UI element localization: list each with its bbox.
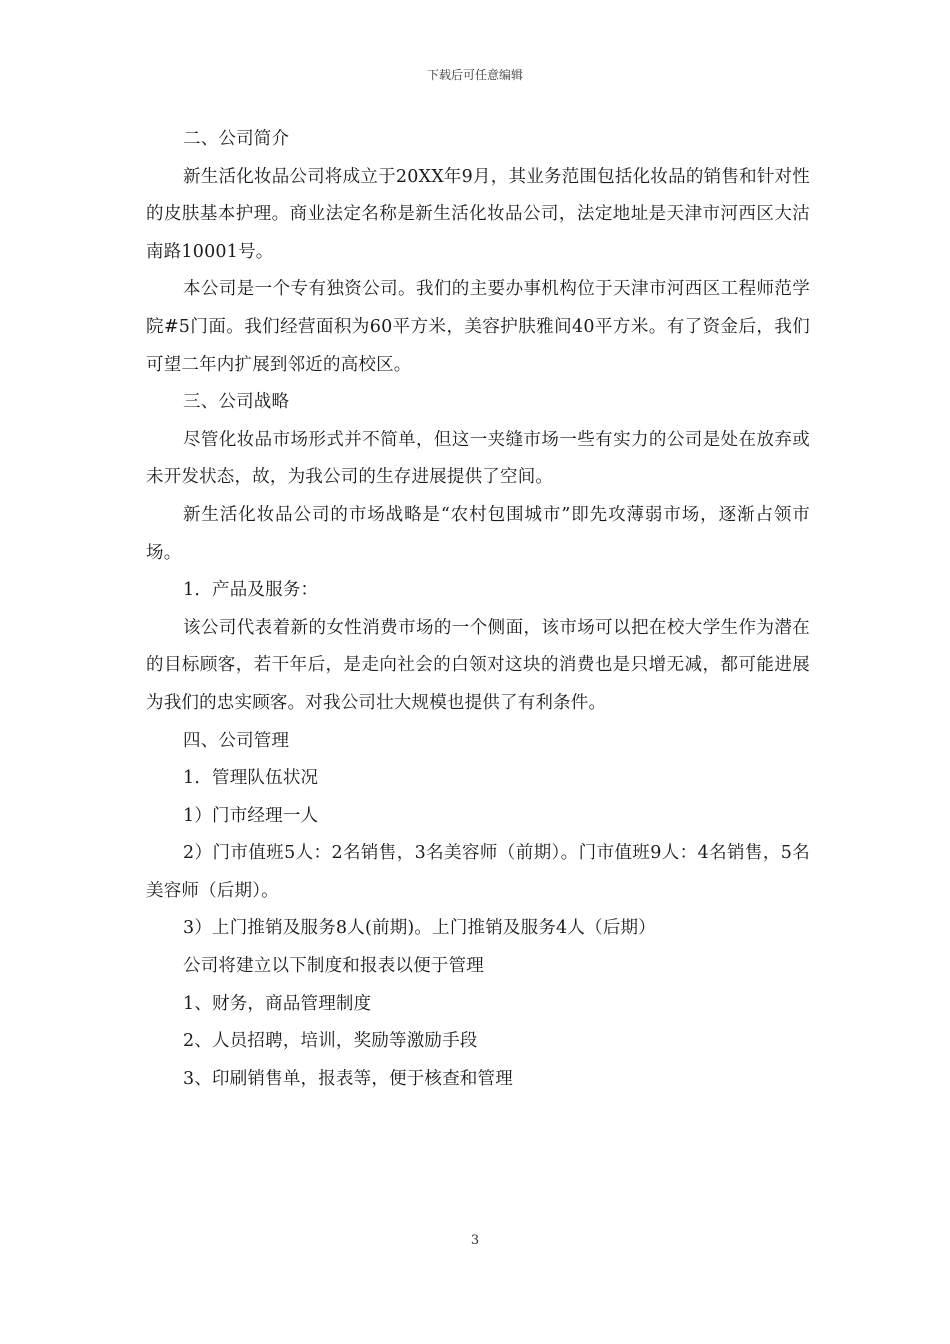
paragraph: 新生活化妆品公司将成立于20XX年9月，其业务范围包括化妆品的销售和针对性的皮肤基本护理。商业法定名称是新生活化妆品公司，法定地址是天津市河西区大沽南路10001号。 xyxy=(146,166,810,262)
list-item: 3、印刷销售单，报表等，便于核查和管理 xyxy=(183,1068,513,1089)
paragraph: 尽管化妆品市场形式并不简单，但这一夹缝市场一些有实力的公司是处在放弃或未开发状态，故，为我公司的生存进展提供了空间。 xyxy=(146,429,810,488)
list-item: 3）上门推销及服务8人(前期)。上门推销及服务4人（后期） xyxy=(183,918,656,939)
paragraph: 该公司代表着新的女性消费市场的一个侧面，该市场可以把在校大学生作为潜在的目标顾客，若干年后，是走向社会的白领对这块的消费也是只增无减，都可能进展为我们的忠实顾客。对我公司壮大规模也提供了有利条件。 xyxy=(146,617,810,713)
page-number: 3 xyxy=(470,1233,480,1248)
section-heading-company-strategy: 三、公司战略 xyxy=(183,392,290,413)
paragraph: 公司将建立以下制度和报表以便于管理 xyxy=(183,956,484,977)
paragraph: 本公司是一个专有独资公司。我们的主要办事机构位于天津市河西区工程师范学院#5门面。我们经营面积为60平方米，美容护肤雅间40平方米。有了资金后，我们可望二年内扩展到邻近的高校区。 xyxy=(146,279,810,375)
subheading-products-services: 1．产品及服务： xyxy=(183,580,319,601)
list-item: 2、人员招聘，培训，奖励等激励手段 xyxy=(183,1031,478,1052)
list-item: 2）门市值班5人：2名销售，3名美容师（前期）。门市值班9人：4名销售，5名美容师（后期）。 xyxy=(146,843,810,901)
paragraph: 新生活化妆品公司的市场战略是“农村包围城市”即先攻薄弱市场，逐渐占领市场。 xyxy=(146,504,810,563)
section-heading-company-management: 四、公司管理 xyxy=(183,730,290,751)
document-body xyxy=(146,121,810,1098)
list-item: 1）门市经理一人 xyxy=(183,805,319,826)
list-item: 1、财务，商品管理制度 xyxy=(183,993,372,1014)
subheading-management-team: 1．管理队伍状况 xyxy=(183,768,319,789)
page-header: 下载后可任意编辑 xyxy=(426,68,523,82)
section-heading-company-intro: 二、公司简介 xyxy=(183,129,290,149)
